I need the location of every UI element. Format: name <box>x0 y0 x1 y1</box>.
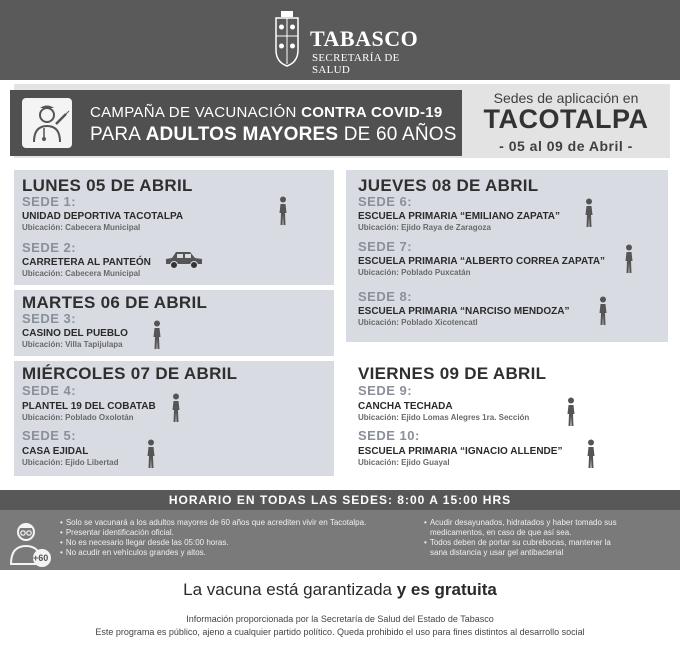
venue-location: Ubicación: Villa Tapijulapa <box>22 340 123 349</box>
day-box-martes <box>14 290 334 356</box>
tabasco-logo <box>272 10 419 76</box>
venue-name: ESCUELA PRIMARIA “IGNACIO ALLENDE” <box>358 446 563 457</box>
walking-person-icon <box>276 196 290 226</box>
day-title: MARTES 06 DE ABRIL <box>22 293 208 312</box>
day-title: MIÉRCOLES 07 DE ABRIL <box>22 364 238 383</box>
note-item-continued: medicamentos, en caso de que así sea. <box>430 528 572 537</box>
date-range: - 05 al 09 de Abril - <box>499 138 633 154</box>
venue-location: Ubicación: Ejido Guayal <box>358 458 450 467</box>
venue-location: Ubicación: Poblado Xicotencatl <box>358 318 478 327</box>
venue-name: ESCUELA PRIMARIA “EMILIANO ZAPATA” <box>358 211 561 222</box>
footer-source: Información proporcionada por la Secretaría de Salud del Estado de Tabasco <box>186 614 494 624</box>
campaign-title-line2: PARA ADULTOS MAYORES DE 60 AÑOS <box>90 124 457 145</box>
day-title: JUEVES 08 DE ABRIL <box>358 176 539 195</box>
walking-person-icon <box>144 439 158 469</box>
venue-name: CARRETERA AL PANTEÓN <box>22 257 151 268</box>
sede-label: SEDE 2: <box>22 240 77 255</box>
day-box-jueves <box>346 170 668 342</box>
day-title: LUNES 05 DE ABRIL <box>22 176 193 195</box>
note-item: • Todos deben de portar su cubrebocas, mantener la <box>424 538 611 548</box>
note-item: • No es necesario llegar desde las 05:00 horas. <box>60 538 229 548</box>
day-title: VIERNES 09 DE ABRIL <box>358 364 547 383</box>
day-box-lunes <box>14 170 334 285</box>
campaign-title-line1: CAMPAÑA DE VACUNACIÓN CONTRA COVID-19 <box>90 104 443 121</box>
day-box-miercoles <box>14 361 334 476</box>
walking-person-icon <box>622 244 636 274</box>
car-icon <box>164 248 204 270</box>
footer-disclaimer: Este programa es público, ajeno a cualquier partido político. Queda prohibido el uso para fines distintos al desarrollo social <box>95 627 585 637</box>
venue-location: Ubicación: Poblado Oxolotán <box>22 413 134 422</box>
walking-person-icon <box>582 198 596 228</box>
note-item: • Acudir desayunados, hidratados y haber tomado sus <box>424 518 617 528</box>
note-item: • Presentar identificación oficial. <box>60 528 174 538</box>
venue-name: CASA EJIDAL <box>22 446 89 457</box>
venue-location: Ubicación: Cabecera Municipal <box>22 269 141 278</box>
venue-name: CASINO DEL PUEBLO <box>22 328 128 339</box>
walking-person-icon <box>564 397 578 427</box>
walking-person-icon <box>150 320 164 350</box>
sedes-label: Sedes de aplicación en <box>493 90 639 106</box>
department-name: SECRETARÍA DE SALUD <box>312 52 400 76</box>
sede-label: SEDE 5: <box>22 428 77 443</box>
crest-icon <box>272 10 302 68</box>
note-item-continued: sana distancia y usar gel antibacterial <box>430 548 564 557</box>
sede-label: SEDE 1: <box>22 194 77 209</box>
walking-person-icon <box>596 296 610 326</box>
venue-location: Ubicación: Ejido Libertad <box>22 458 119 467</box>
venue-name: PLANTEL 19 DEL COBATAB <box>22 401 156 412</box>
walking-person-icon <box>169 393 183 423</box>
sede-label: SEDE 9: <box>358 383 413 398</box>
campaign-box <box>10 90 462 156</box>
venue-name: CANCHA TECHADA <box>358 401 453 412</box>
hours-bar: HORARIO EN TODAS LAS SEDES: 8:00 A 15:00 HRS <box>0 490 680 510</box>
notes-area <box>0 510 680 570</box>
venue-location: Ubicación: Ejido Lomas Alegres 1ra. Sección <box>358 413 530 422</box>
venue-location: Ubicación: Ejido Raya de Zaragoza <box>358 223 491 232</box>
sede-label: SEDE 6: <box>358 194 413 209</box>
walking-person-icon <box>584 439 598 469</box>
sede-label: SEDE 10: <box>358 428 420 443</box>
place-name: TACOTALPA <box>483 104 649 134</box>
brand-name: TABASCO <box>310 26 419 51</box>
venue-location: Ubicación: Poblado Puxcatán <box>358 268 471 277</box>
sede-label: SEDE 4: <box>22 383 77 398</box>
sede-label: SEDE 8: <box>358 289 413 304</box>
note-item: • No acudir en vehículos grandes y altos. <box>60 548 206 558</box>
age-badge: +60 <box>33 553 49 563</box>
venue-name: ESCUELA PRIMARIA “NARCISO MENDOZA” <box>358 306 570 317</box>
venue-location: Ubicación: Cabecera Municipal <box>22 223 141 232</box>
venue-name: ESCUELA PRIMARIA “ALBERTO CORREA ZAPATA” <box>358 256 606 267</box>
guarantee-text: La vacuna está garantizada y es gratuita <box>183 580 497 599</box>
sede-label: SEDE 3: <box>22 311 77 326</box>
venue-name: UNIDAD DEPORTIVA TACOTALPA <box>22 211 184 222</box>
sede-label: SEDE 7: <box>358 239 413 254</box>
doctor-vaccine-icon <box>22 98 72 148</box>
note-item: • Solo se vacunará a los adultos mayores de 60 años que acrediten vivir en Tacotalpa. <box>60 518 366 528</box>
day-box-viernes <box>346 361 668 476</box>
